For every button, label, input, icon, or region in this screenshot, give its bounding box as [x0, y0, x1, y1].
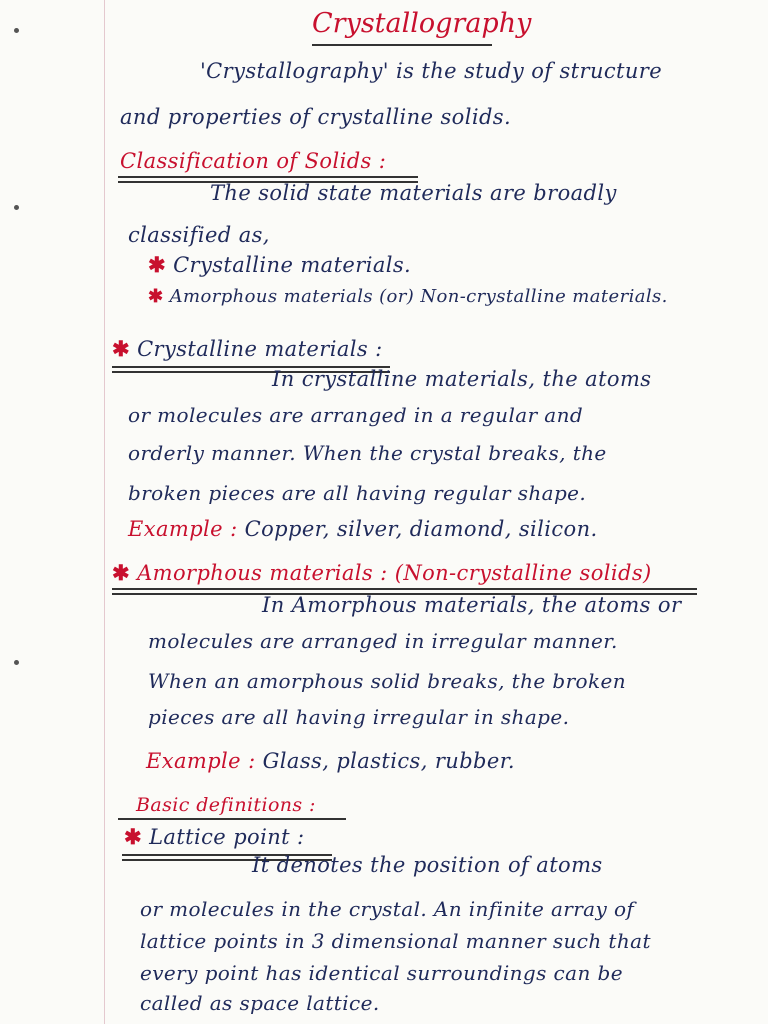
lattice-line: or molecules in the crystal. An infinite array of	[140, 897, 635, 921]
lattice-line: called as space lattice.	[140, 991, 380, 1015]
asterisk-icon: ✱	[148, 286, 164, 307]
lattice-line: It denotes the position of atoms	[252, 853, 603, 877]
bullet-text: Amorphous materials (or) Non-crystalline materials.	[169, 286, 668, 307]
example-label: Example :	[128, 517, 238, 541]
lattice-line: lattice points in 3 dimensional manner such that	[140, 929, 651, 953]
example-text: Copper, silver, diamond, silicon.	[244, 517, 598, 541]
heading-underline	[112, 588, 697, 590]
amorphous-line: In Amorphous materials, the atoms or	[262, 593, 682, 617]
title-underline	[312, 44, 492, 46]
heading-underline	[118, 176, 418, 178]
asterisk-icon: ✱	[112, 560, 130, 585]
amorphous-line: molecules are arranged in irregular manner.	[148, 629, 618, 653]
hole-dot	[14, 28, 19, 33]
asterisk-icon: ✱	[124, 824, 142, 849]
bullet-item	[148, 284, 668, 310]
classification-line: The solid state materials are broadly	[210, 181, 617, 205]
hole-dot	[14, 660, 19, 665]
crystalline-line: broken pieces are all having regular shape.	[128, 481, 587, 505]
page-title: Crystallography	[312, 8, 532, 39]
crystalline-heading-row	[112, 336, 383, 362]
lattice-heading: Lattice point :	[149, 825, 305, 849]
classification-heading: Classification of Solids :	[120, 149, 387, 173]
crystalline-line: In crystalline materials, the atoms	[272, 367, 652, 391]
heading-underline	[118, 818, 346, 820]
crystalline-heading: Crystalline materials :	[137, 337, 383, 361]
hole-dot	[14, 205, 19, 210]
amorphous-heading-row	[112, 560, 652, 586]
basic-heading: Basic definitions :	[136, 794, 316, 816]
intro-line: and properties of crystalline solids.	[120, 105, 512, 129]
amorphous-line: pieces are all having irregular in shape.	[148, 705, 570, 729]
classification-line: classified as,	[128, 223, 270, 247]
crystalline-line: orderly manner. When the crystal breaks, the	[128, 441, 607, 465]
lattice-line: every point has identical surroundings can be	[140, 961, 623, 985]
asterisk-icon: ✱	[148, 252, 166, 277]
example-row	[146, 748, 515, 774]
crystalline-line: or molecules are arranged in a regular and	[128, 403, 584, 427]
asterisk-icon: ✱	[112, 336, 130, 361]
example-text: Glass, plastics, rubber.	[262, 749, 515, 773]
margin-line	[104, 0, 105, 1024]
lattice-heading-row	[124, 824, 305, 850]
amorphous-heading: Amorphous materials : (Non-crystalline solids)	[137, 561, 652, 585]
amorphous-line: When an amorphous solid breaks, the broken	[148, 669, 627, 693]
example-label: Example :	[146, 749, 256, 773]
bullet-text: Crystalline materials.	[173, 253, 412, 277]
example-row	[128, 516, 598, 542]
bullet-item	[148, 252, 411, 278]
intro-line: 'Crystallography' is the study of structure	[200, 59, 663, 83]
